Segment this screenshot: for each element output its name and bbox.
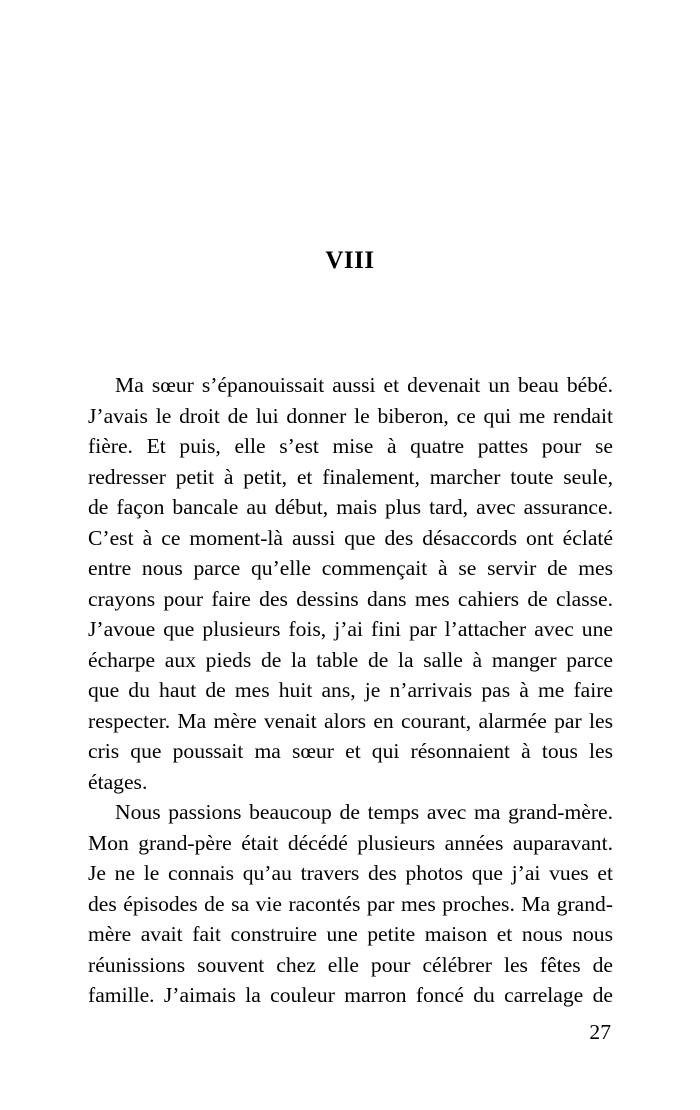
paragraph-2-line: réunissions souvent chez elle pour célébrer les fêtes de [88,952,613,977]
paragraph-1-line: fière. Et puis, elle s’est mise à quatre pattes pour se [88,434,613,458]
paragraph-2-line: Mon grand-père était décédé plusieurs années auparavant. [88,830,613,855]
paragraph-1-line: étages. [88,769,148,794]
paragraph-1-line: respecter. Ma mère venait alors en courant, alarmée par les [88,708,613,733]
paragraph-2-line: Nous passions beaucoup de temps avec ma grand-mère. [115,800,613,824]
chapter-title: VIII [325,247,375,274]
paragraph-1-line: de façon bancale au début, mais plus tard, avec assurance. [88,495,613,519]
paragraph-2-line: des épisodes de sa vie racontés par mes proches. Ma grand- [88,891,613,916]
paragraph-1-line: J’avoue que plusieurs fois, j’ai fini par l’attacher avec une [88,617,613,641]
paragraph-2-line: famille. J’aimais la couleur marron foncé du carrelage de [88,983,613,1007]
paragraph-1-line: entre nous parce qu’elle commençait à se servir de mes [88,556,613,580]
paragraph-2-line: mère avait fait construire une petite maison et nous nous [88,922,613,946]
paragraph-1-line: redresser petit à petit, et finalement, marcher toute seule, [88,464,613,489]
paragraph-1-line: cris que poussait ma sœur et qui résonnaient à tous les [88,739,613,763]
paragraph-1-line: Ma sœur s’épanouissait aussi et devenait un beau bébé. [115,373,613,397]
paragraph-1-line: J’avais le droit de lui donner le biberon, ce qui me rendait [88,403,613,428]
paragraph-1-line: écharpe aux pieds de la table de la salle à manger parce [88,647,613,672]
paragraph-1-line: que du haut de mes huit ans, je n’arrivais pas à me faire [88,678,613,702]
page-number: 27 [589,1020,611,1044]
paragraph-1-line: crayons pour faire des dessins dans mes cahiers de classe. [88,586,613,611]
body-text [88,370,613,1011]
paragraph-2-line: Je ne le connais qu’au travers des photos que j’ai vues et [88,861,613,885]
paragraph-1-line: C’est à ce moment-là aussi que des désaccords ont éclaté [88,525,613,550]
